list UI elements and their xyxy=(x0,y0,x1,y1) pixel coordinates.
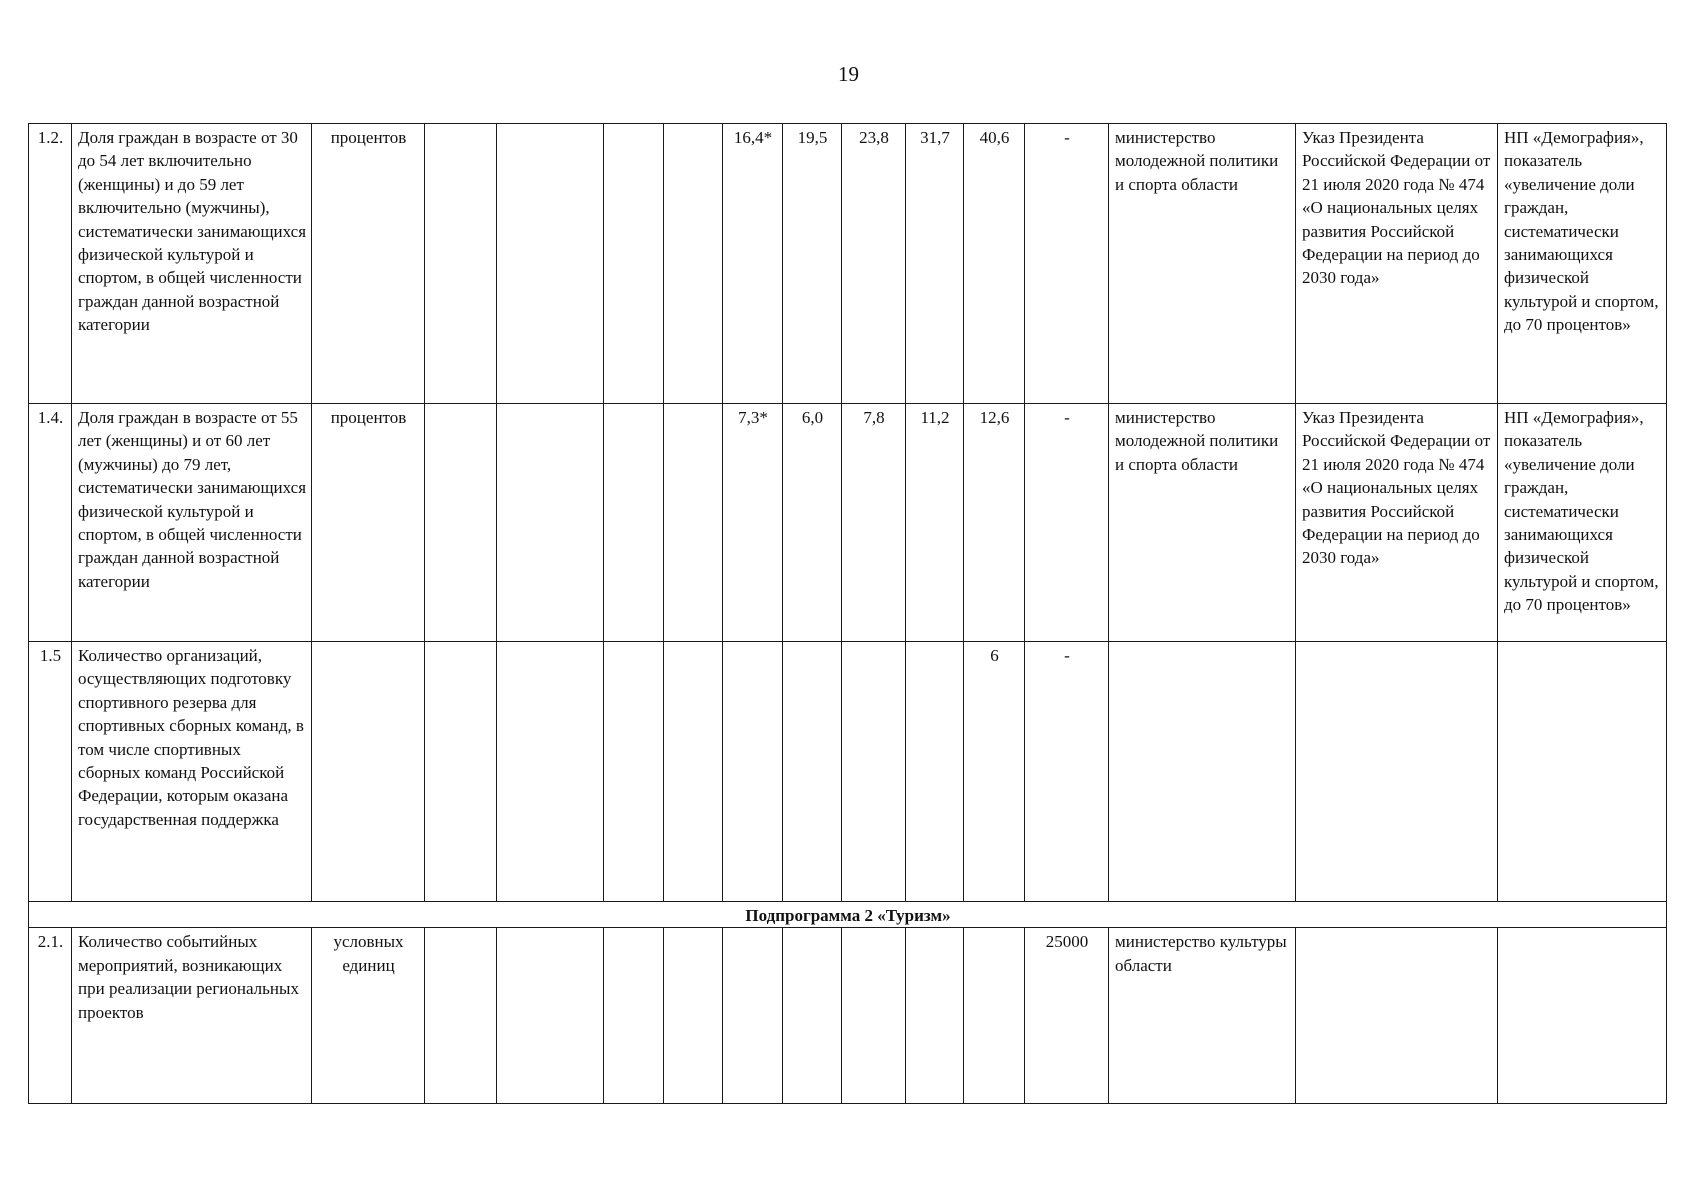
table-row xyxy=(29,642,1667,902)
row-index: 1.4. xyxy=(29,404,72,642)
indicator-name: Количество событийных мероприятий, возникающих при реализации региональных проектов xyxy=(72,928,312,1104)
row-index: 1.2. xyxy=(29,124,72,404)
value-cell: 16,4* xyxy=(723,124,783,404)
link-cell: НП «Демография», показатель «увеличение доли граждан, систематически занимающихся физической культурой и спортом, до 70 процентов» xyxy=(1498,404,1667,642)
value-cell: 31,7 xyxy=(906,124,964,404)
empty-cell xyxy=(425,642,497,902)
indicators-table xyxy=(28,123,1667,1104)
empty-cell xyxy=(497,928,604,1104)
page-number: 19 xyxy=(838,62,859,86)
value-cell: 6,0 xyxy=(783,404,842,642)
table-row xyxy=(29,928,1667,1104)
indicator-name: Количество организаций, осуществляющих подготовку спортивного резерва для спортивных сборных команд, в том числе спортивных сборных команд Российской Федерации, которым оказана государственная поддержка xyxy=(72,642,312,902)
value-cell xyxy=(783,928,842,1104)
value-cell: 23,8 xyxy=(842,124,906,404)
unit-cell: процентов xyxy=(312,404,425,642)
empty-cell xyxy=(604,928,664,1104)
responsible-cell: министерство молодежной политики и спорта области xyxy=(1109,124,1296,404)
value-cell: - xyxy=(1025,404,1109,642)
basis-cell xyxy=(1296,642,1498,902)
empty-cell xyxy=(664,642,723,902)
value-cell xyxy=(783,642,842,902)
table-row xyxy=(29,124,1667,404)
value-cell: 40,6 xyxy=(964,124,1025,404)
value-cell xyxy=(906,642,964,902)
empty-cell xyxy=(604,642,664,902)
value-cell: 25000 xyxy=(1025,928,1109,1104)
empty-cell xyxy=(604,124,664,404)
empty-cell xyxy=(497,124,604,404)
indicator-name: Доля граждан в возрасте от 30 до 54 лет включительно (женщины) и до 59 лет включительно (мужчины), систематически занимающихся физической культурой и спортом, в общей численности граждан данной возрастной категории xyxy=(72,124,312,404)
empty-cell xyxy=(664,404,723,642)
link-cell: НП «Демография», показатель «увеличение доли граждан, систематически занимающихся физической культурой и спортом, до 70 процентов» xyxy=(1498,124,1667,404)
section-title: Подпрограмма 2 «Туризм» xyxy=(29,902,1667,928)
responsible-cell xyxy=(1109,642,1296,902)
basis-cell: Указ Президента Российской Федерации от 21 июля 2020 года № 474 «О национальных целях развития Российской Федерации на период до 2030 года» xyxy=(1296,404,1498,642)
value-cell xyxy=(964,928,1025,1104)
value-cell: - xyxy=(1025,124,1109,404)
empty-cell xyxy=(425,404,497,642)
link-cell xyxy=(1498,928,1667,1104)
empty-cell xyxy=(425,928,497,1104)
value-cell xyxy=(842,642,906,902)
indicator-name: Доля граждан в возрасте от 55 лет (женщины) и от 60 лет (мужчины) до 79 лет, систематически занимающихся физической культурой и спортом, в общей численности граждан данной возрастной категории xyxy=(72,404,312,642)
empty-cell xyxy=(425,124,497,404)
table-row xyxy=(29,404,1667,642)
value-cell: 7,3* xyxy=(723,404,783,642)
value-cell xyxy=(723,928,783,1104)
value-cell: 6 xyxy=(964,642,1025,902)
link-cell xyxy=(1498,642,1667,902)
value-cell xyxy=(723,642,783,902)
empty-cell xyxy=(497,642,604,902)
empty-cell xyxy=(497,404,604,642)
empty-cell xyxy=(664,124,723,404)
value-cell xyxy=(906,928,964,1104)
basis-cell: Указ Президента Российской Федерации от 21 июля 2020 года № 474 «О национальных целях развития Российской Федерации на период до 2030 года» xyxy=(1296,124,1498,404)
unit-cell: процентов xyxy=(312,124,425,404)
value-cell xyxy=(842,928,906,1104)
section-row xyxy=(29,902,1667,928)
basis-cell xyxy=(1296,928,1498,1104)
empty-cell xyxy=(604,404,664,642)
empty-cell xyxy=(664,928,723,1104)
value-cell: 11,2 xyxy=(906,404,964,642)
value-cell: 7,8 xyxy=(842,404,906,642)
value-cell: 19,5 xyxy=(783,124,842,404)
responsible-cell: министерство культуры области xyxy=(1109,928,1296,1104)
unit-cell xyxy=(312,642,425,902)
value-cell: - xyxy=(1025,642,1109,902)
unit-cell: условных единиц xyxy=(312,928,425,1104)
responsible-cell: министерство молодежной политики и спорта области xyxy=(1109,404,1296,642)
row-index: 2.1. xyxy=(29,928,72,1104)
row-index: 1.5 xyxy=(29,642,72,902)
value-cell: 12,6 xyxy=(964,404,1025,642)
